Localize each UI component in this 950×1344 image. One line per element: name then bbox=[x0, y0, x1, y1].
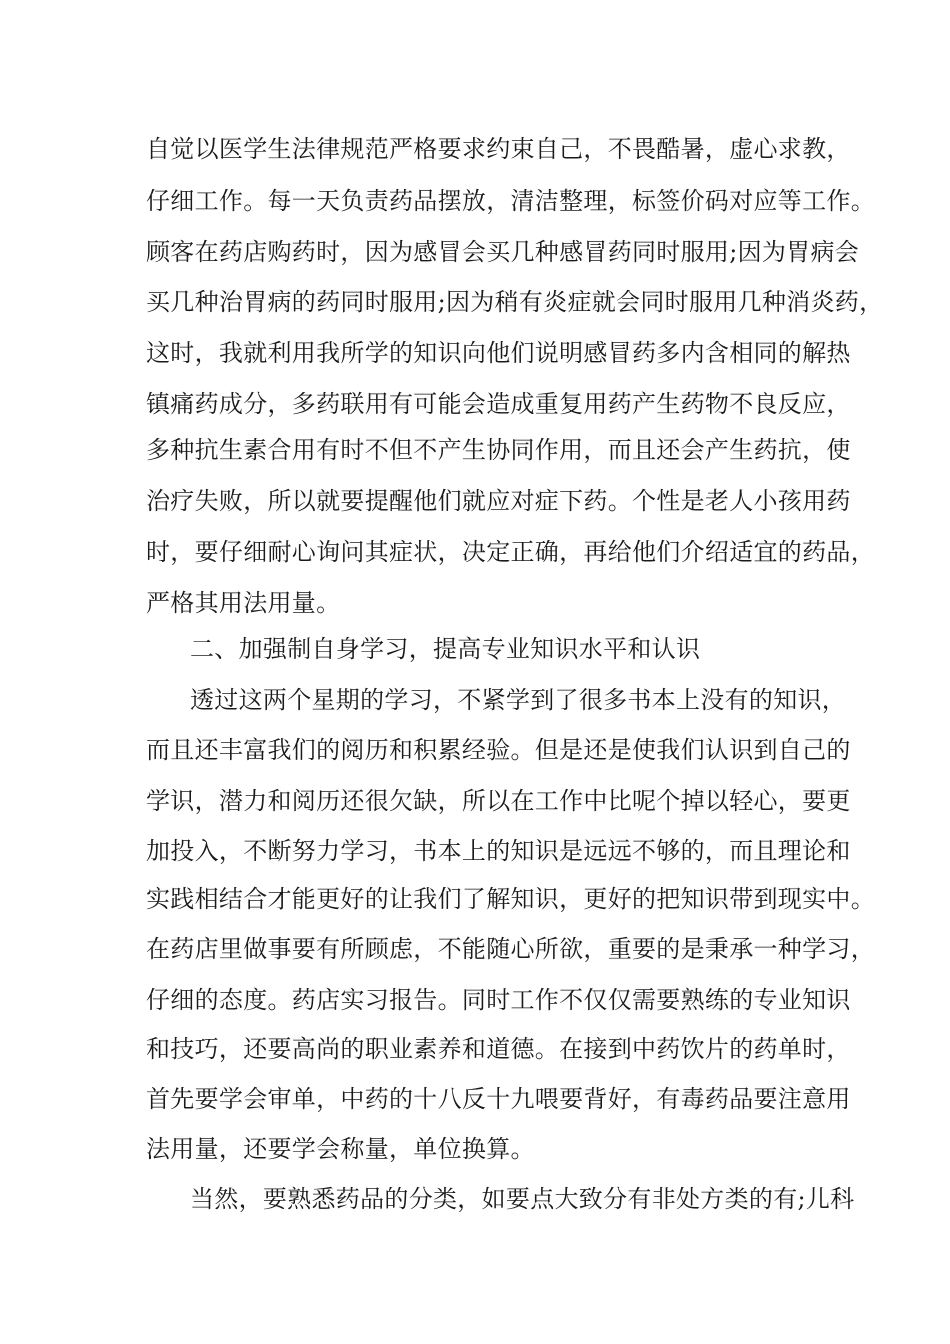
text-line: 而且还丰富我们的阅历和积累经验。但是还是使我们认识到自己的 bbox=[146, 736, 851, 764]
text-line: 治疗失败，所以就要提醒他们就应对症下药。个性是老人小孩用药 bbox=[146, 487, 851, 515]
text-line: 仔细的态度。药店实习报告。同时工作不仅仅需要熟练的专业知识 bbox=[146, 986, 851, 1014]
text-line: 和技巧，还要高尚的职业素养和道德。在接到中药饮片的药单时， bbox=[146, 1035, 851, 1063]
text-line: 顾客在药店购药时，因为感冒会买几种感冒药同时服用;因为胃病会 bbox=[146, 238, 860, 266]
text-line: 法用量，还要学会称量，单位换算。 bbox=[146, 1135, 535, 1163]
text-line: 严格其用法用量。 bbox=[146, 589, 341, 617]
text-line: 透过这两个星期的学习，不紧学到了很多书本上没有的知识， bbox=[190, 686, 847, 714]
text-line: 实践相结合才能更好的让我们了解知识，更好的把知识带到现实中。 bbox=[146, 885, 875, 913]
text-line: 学识，潜力和阅历还很欠缺，所以在工作中比呢个掉以轻心，要更 bbox=[146, 787, 851, 815]
text-line: 仔细工作。每一天负责药品摆放，清洁整理，标签价码对应等工作。 bbox=[146, 187, 875, 215]
text-line: 在药店里做事要有所顾虑，不能随心所欲，重要的是秉承一种学习， bbox=[146, 935, 875, 963]
text-line: 首先要学会审单，中药的十八反十九喂要背好，有毒药品要注意用 bbox=[146, 1085, 851, 1113]
text-line: 当然，要熟悉药品的分类，如要点大致分有非处方类的有;儿科 bbox=[190, 1185, 855, 1213]
text-line: 镇痛药成分，多药联用有可能会造成重复用药产生药物不良反应， bbox=[146, 390, 851, 418]
text-line: 多种抗生素合用有时不但不产生协同作用，而且还会产生药抗，使 bbox=[146, 436, 851, 464]
text-line: 自觉以医学生法律规范严格要求约束自己，不畏酷暑，虚心求教， bbox=[146, 135, 851, 163]
text-line: 加投入，不断努力学习，书本上的知识是远远不够的，而且理论和 bbox=[146, 837, 851, 865]
text-line: 买几种治胃病的药同时服用;因为稍有炎症就会同时服用几种消炎药， bbox=[146, 288, 884, 316]
text-line: 时，要仔细耐心询问其症状，决定正确，再给他们介绍适宜的药品， bbox=[146, 538, 875, 566]
section-heading: 二、加强制自身学习，提高专业知识水平和认识 bbox=[190, 635, 701, 663]
text-line: 这时，我就利用我所学的知识向他们说明感冒药多内含相同的解热 bbox=[146, 339, 851, 367]
